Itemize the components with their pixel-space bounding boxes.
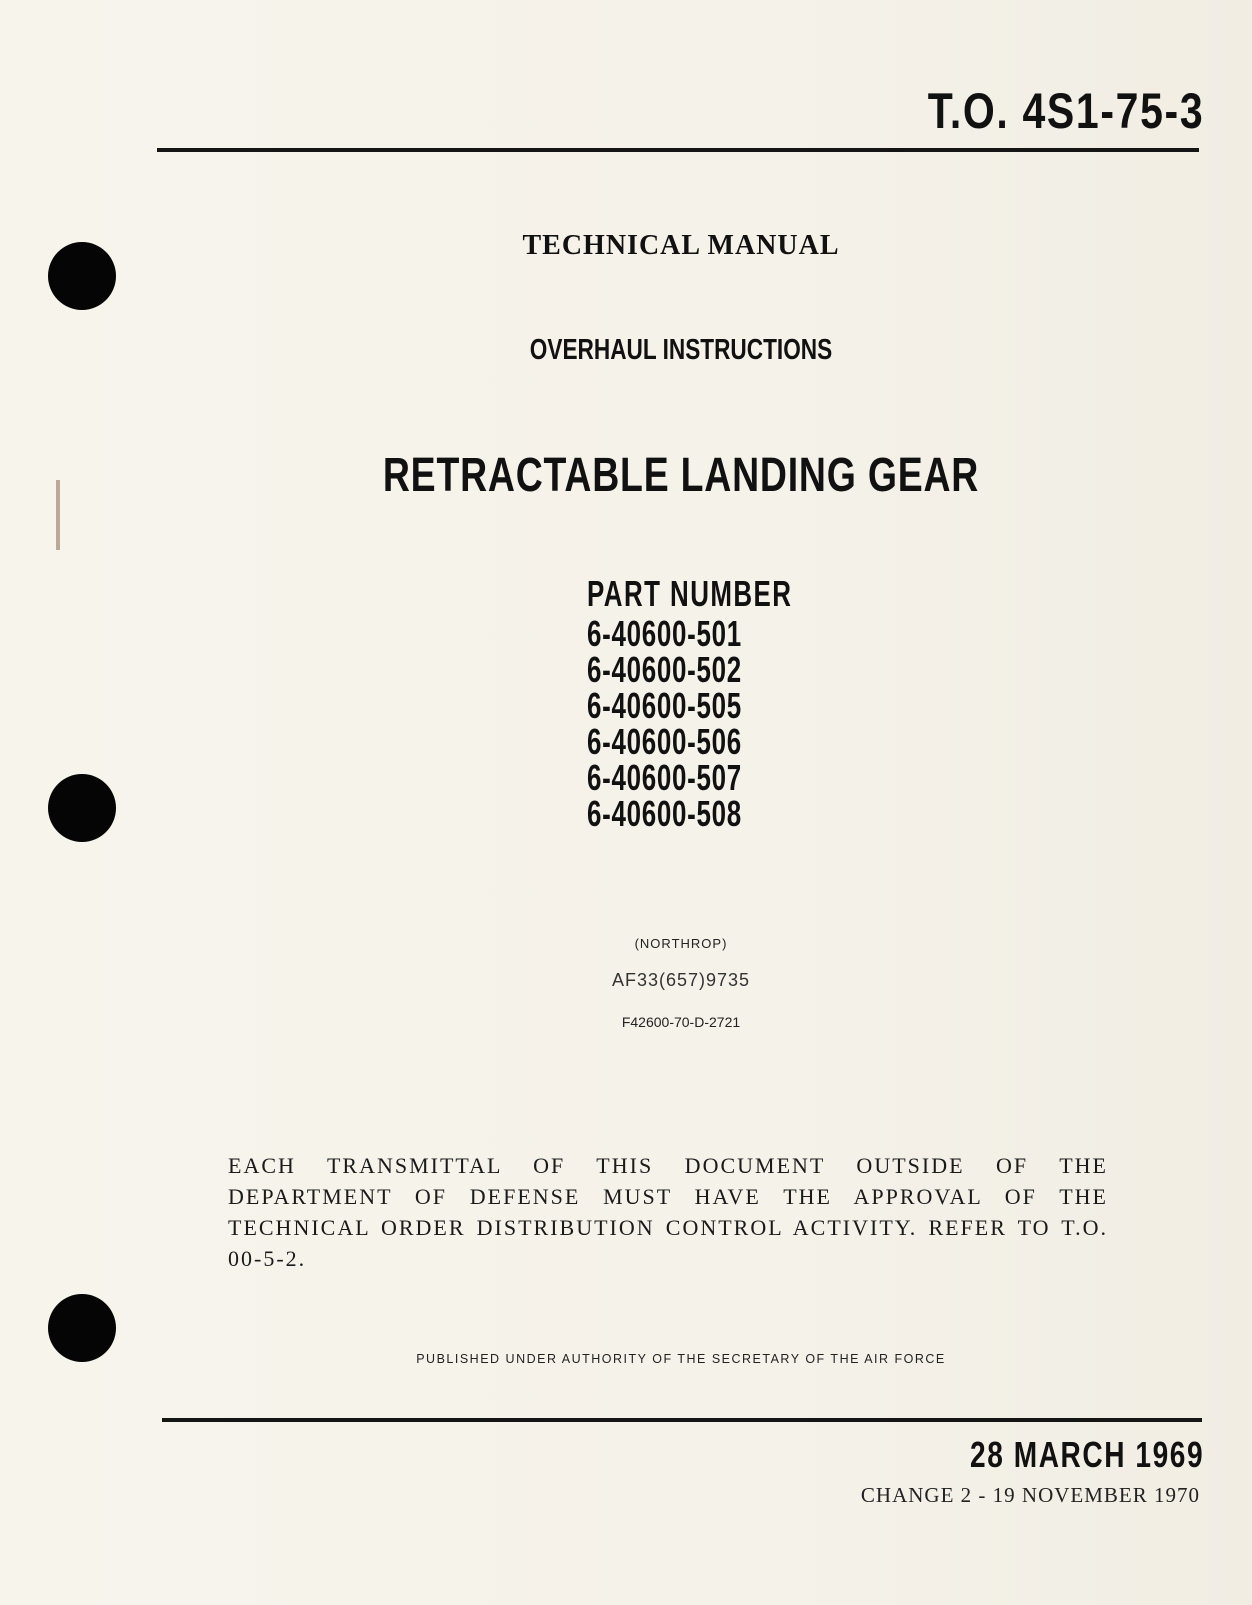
- paper-stain: [56, 480, 60, 550]
- document-title: RETRACTABLE LANDING GEAR: [382, 449, 980, 502]
- part-number: 6-40600-501: [587, 613, 742, 654]
- manual-type: TECHNICAL MANUAL: [522, 230, 840, 261]
- header-rule: [157, 148, 1199, 152]
- distribution-notice: EACH TRANSMITTAL OF THIS DOCUMENT OUTSIDE OF THE DEPARTMENT OF DEFENSE MUST HAVE THE APPROVAL OF THE TECHNICAL ORDER DISTRIBUTION CONTROL ACTIVITY. REFER TO T.O. 00-5-2.: [228, 1153, 1108, 1271]
- contract-number: AF33(657)9735: [611, 970, 751, 990]
- footer-rule: [162, 1418, 1202, 1422]
- subtitle: OVERHAUL INSTRUCTIONS: [529, 334, 833, 366]
- part-number: 6-40600-507: [587, 757, 742, 798]
- change-notice: CHANGE 2 - 19 NOVEMBER 1970: [860, 1483, 1200, 1507]
- to-number: T.O. 4S1-75-3: [927, 83, 1204, 139]
- part-number: 6-40600-505: [587, 685, 742, 726]
- part-number: 6-40600-506: [587, 721, 742, 762]
- part-number: 6-40600-508: [587, 793, 742, 834]
- part-number-list: [587, 573, 793, 834]
- part-number: 6-40600-502: [587, 649, 742, 690]
- part-number-heading: PART NUMBER: [587, 573, 793, 614]
- punch-hole: [48, 774, 116, 842]
- contract-number: F42600-70-D-2721: [621, 1014, 741, 1030]
- publication-date: 28 MARCH 1969: [969, 1434, 1204, 1475]
- manufacturer: (NORTHROP): [634, 936, 728, 951]
- authority-statement: PUBLISHED UNDER AUTHORITY OF THE SECRETARY OF THE AIR FORCE: [416, 1352, 946, 1366]
